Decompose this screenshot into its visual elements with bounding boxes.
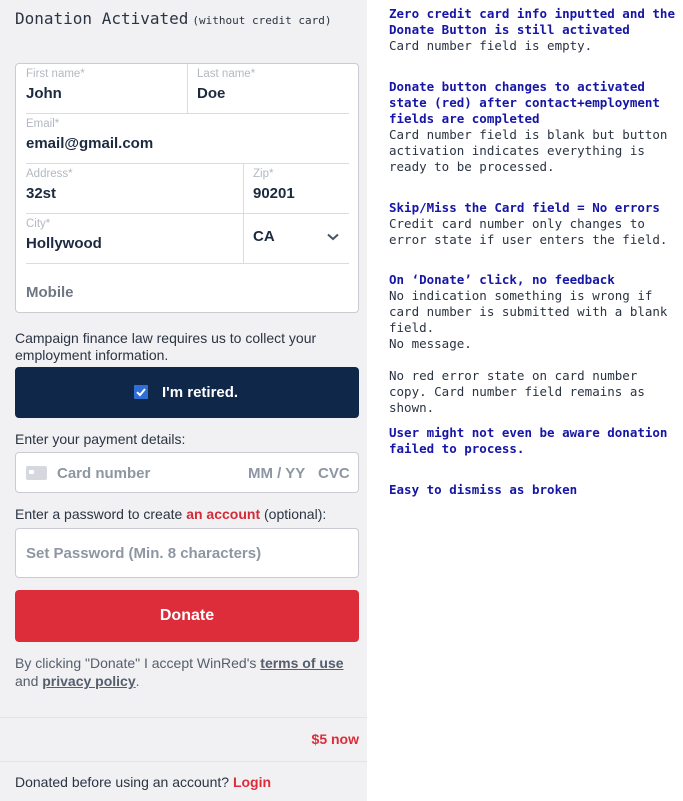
email-label: Email* xyxy=(26,118,60,130)
cvc-input[interactable]: CVC xyxy=(318,465,350,482)
login-prompt-text: Donated before using an account? xyxy=(15,774,233,790)
divider xyxy=(0,761,367,762)
password-label-after: (optional): xyxy=(260,506,327,522)
zip-label: Zip* xyxy=(253,168,274,180)
city-label: City* xyxy=(26,218,51,230)
note-heading: Donate button changes to activated state (red) after contact+employment fields are completed xyxy=(389,79,660,126)
retired-checkbox[interactable] xyxy=(134,385,148,399)
password-label-before: Enter a password to create xyxy=(15,506,187,522)
retired-toggle[interactable] xyxy=(15,367,359,418)
note-heading: User might not even be aware donation failed to process. xyxy=(389,425,668,456)
first-name-field[interactable] xyxy=(16,64,187,113)
city-field[interactable] xyxy=(16,214,243,263)
card-number-input[interactable]: Card number xyxy=(57,465,151,482)
legal-end: . xyxy=(135,673,140,689)
credit-card-icon xyxy=(26,466,47,480)
terms-link[interactable]: terms of use xyxy=(260,655,344,671)
state-value: CA xyxy=(253,228,275,245)
donation-amount: $5 now xyxy=(311,731,359,747)
first-name-label: First name* xyxy=(26,68,85,80)
note-4 xyxy=(389,272,681,336)
note-6 xyxy=(389,368,681,416)
note-5 xyxy=(389,336,681,352)
password-input[interactable] xyxy=(15,528,359,578)
divider xyxy=(0,717,367,718)
state-select[interactable] xyxy=(243,214,358,263)
zip-value: 90201 xyxy=(253,185,295,202)
panel-title xyxy=(15,9,331,28)
retired-label: I'm retired. xyxy=(162,384,239,401)
account-link[interactable]: an account xyxy=(186,506,261,522)
payment-label: Enter your payment details: xyxy=(15,431,186,447)
note-body: No indication something is wrong if card number is submitted with a blank field. xyxy=(389,288,668,335)
zip-field[interactable] xyxy=(243,164,358,213)
note-3 xyxy=(389,200,681,248)
note-heading: Zero credit card info inputted and the Donate Button is still activated xyxy=(389,6,675,37)
mobile-placeholder: Mobile xyxy=(26,284,74,301)
card-field[interactable] xyxy=(15,452,359,493)
contact-form xyxy=(15,63,359,313)
password-label xyxy=(15,506,326,522)
last-name-label: Last name* xyxy=(197,68,256,80)
email-value: email@gmail.com xyxy=(26,135,154,152)
note-heading: Skip/Miss the Card field = No errors xyxy=(389,200,660,215)
note-heading: Easy to dismiss as broken xyxy=(389,482,578,497)
note-body: No red error state on card number copy. Card number field remains as shown. xyxy=(389,368,645,415)
check-icon xyxy=(134,385,148,399)
employment-note: Campaign finance law requires us to collect your employment information. xyxy=(15,330,317,363)
legal-before: By clicking "Donate" I accept WinRed's xyxy=(15,655,261,671)
first-name-value: John xyxy=(26,85,62,102)
login-prompt xyxy=(15,774,271,790)
panel-title-text: Donation Activated xyxy=(15,9,189,28)
privacy-link[interactable]: privacy policy xyxy=(42,673,136,689)
mobile-field[interactable] xyxy=(16,264,358,312)
last-name-field[interactable] xyxy=(187,64,358,113)
note-7 xyxy=(389,425,681,457)
city-value: Hollywood xyxy=(26,235,102,252)
note-body: Credit card number only changes to error state if user enters the field. xyxy=(389,216,668,247)
legal-text xyxy=(15,654,360,690)
expiry-input[interactable]: MM / YY xyxy=(248,465,306,482)
panel-subtitle: (without credit card) xyxy=(192,14,332,27)
note-2 xyxy=(389,79,681,175)
note-8 xyxy=(389,482,681,498)
last-name-value: Doe xyxy=(197,85,226,102)
note-heading: On ‘Donate’ click, no feedback xyxy=(389,272,615,287)
donate-button[interactable]: Donate xyxy=(15,590,359,642)
address-value: 32st xyxy=(26,185,57,202)
note-body: Card number field is blank but button activation indicates everything is ready to be processed. xyxy=(389,127,668,174)
note-1 xyxy=(389,6,681,54)
legal-and: and xyxy=(15,673,43,689)
email-field[interactable] xyxy=(16,114,358,163)
chevron-down-icon xyxy=(327,233,339,241)
address-label: Address* xyxy=(26,168,73,180)
address-field[interactable] xyxy=(16,164,243,213)
login-link[interactable]: Login xyxy=(232,774,272,790)
note-body: No message. xyxy=(389,336,472,351)
note-body: Card number field is empty. xyxy=(389,38,593,53)
